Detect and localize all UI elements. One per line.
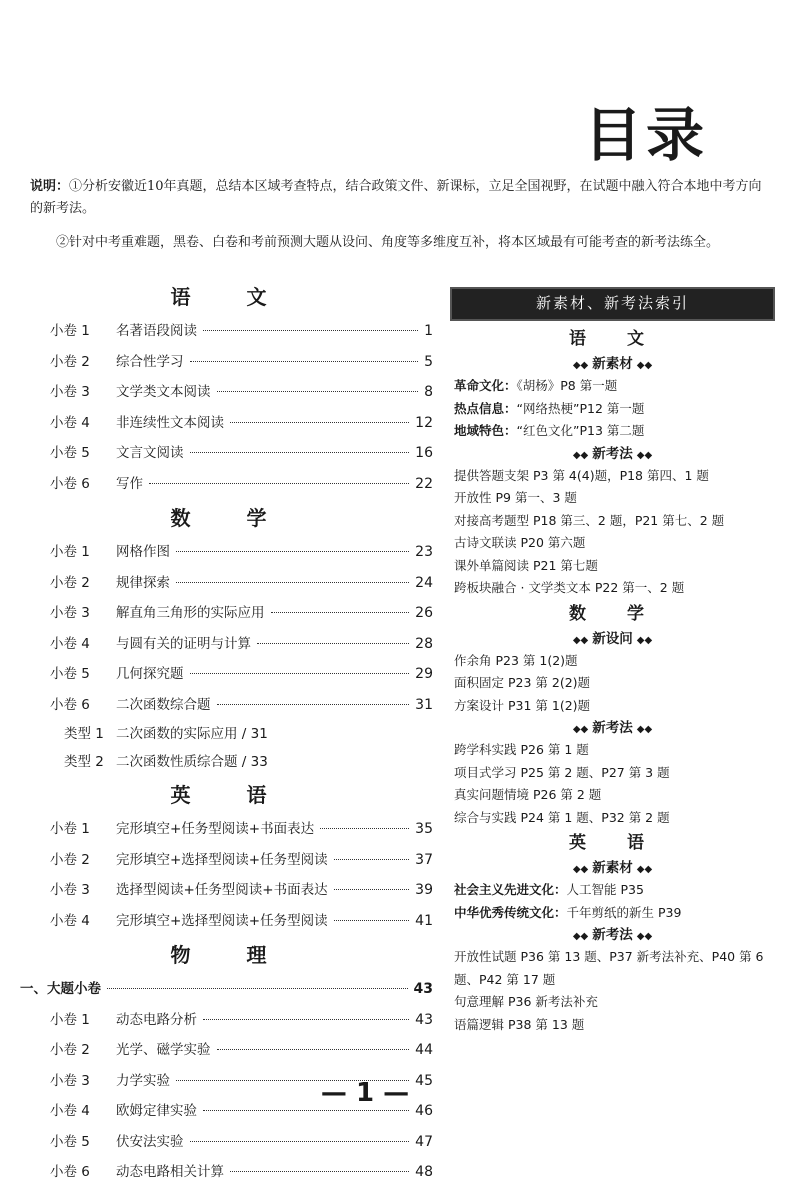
item-text: 开放性试题 P36 第 13 题、P37 新考法补充、P40 第 6 题、P42 第 17 题 — [454, 949, 764, 987]
entry-page: 43 — [413, 981, 433, 997]
entry-page: 26 — [415, 605, 433, 621]
item-text: 跨学科实践 P26 第 1 题 — [454, 742, 589, 757]
entry-name: 欧姆定律实验 — [116, 1103, 197, 1119]
diamond-icon: ◆◆ — [572, 724, 589, 735]
index-item[interactable] — [450, 784, 775, 807]
entry-name: 完形填空+选择型阅读+任务型阅读 — [116, 912, 328, 929]
entry-name: 选择型阅读+任务型阅读+书面表达 — [116, 882, 328, 898]
toc-entry[interactable] — [20, 1157, 435, 1188]
subject-heading: 数 学 — [170, 506, 285, 530]
toc-entry[interactable] — [20, 845, 435, 876]
item-topic: 社会主义先进文化： — [454, 882, 567, 897]
toc-entry[interactable] — [20, 347, 435, 378]
subject-heading: 英 语 — [170, 783, 285, 807]
toc-entry[interactable] — [20, 748, 435, 776]
entry-name: 伏安法实验 — [116, 1133, 184, 1150]
toc-section — [20, 940, 435, 1188]
entry-page: 24 — [415, 574, 433, 591]
category-label: 新考法 — [592, 927, 633, 943]
dot-leader — [334, 859, 410, 860]
item-topic: 中华优秀传统文化： — [454, 904, 567, 920]
entry-page: 16 — [415, 445, 433, 461]
dot-leader — [257, 643, 409, 644]
index-item[interactable] — [450, 487, 775, 510]
diamond-icon: ◆◆ — [572, 931, 589, 942]
entry-name: 解直角三角形的实际应用 — [116, 605, 265, 621]
item-text: 跨板块融合 · 文学类文本 P22 第一、2 题 — [454, 580, 685, 595]
entry-name: 二次函数性质综合题 / 33 — [116, 754, 268, 770]
entry-code: 小卷 2 — [50, 574, 90, 591]
toc-entry[interactable] — [20, 1005, 435, 1036]
dot-leader — [203, 1110, 409, 1111]
toc-entry[interactable] — [20, 690, 435, 721]
note-text-1: ①分析安徽近10年真题，总结本区域考查特点，结合政策文件、新课标，立足全国视野，在试题中融入符合本地中考方向的新考法。 — [30, 179, 762, 216]
index-item[interactable] — [450, 807, 775, 830]
index-subject-heading: 数 学 — [569, 603, 656, 624]
item-topic: 革命文化： — [454, 378, 517, 393]
table-of-contents — [20, 282, 435, 1188]
dot-leader — [107, 988, 408, 989]
toc-section — [20, 503, 435, 776]
index-item[interactable] — [450, 465, 775, 488]
dot-leader — [190, 361, 419, 362]
diamond-icon: ◆◆ — [636, 634, 653, 646]
index-item[interactable] — [450, 762, 775, 785]
dot-leader — [190, 673, 410, 674]
item-text: 句意理解 P36 新考法补充 — [454, 994, 598, 1009]
new-material-index — [450, 287, 775, 1036]
diamond-icon: ◆◆ — [572, 634, 589, 646]
entry-name: 与圆有关的证明与计算 — [116, 635, 251, 652]
index-item[interactable] — [450, 510, 775, 533]
diamond-icon: ◆◆ — [636, 360, 653, 371]
index-category — [450, 717, 775, 739]
entry-page: 28 — [415, 635, 433, 652]
entry-code: 小卷 5 — [50, 445, 90, 461]
entry-page: 29 — [415, 666, 433, 682]
item-text: 课外单篇阅读 P21 第七题 — [454, 557, 598, 573]
item-text: 千年剪纸的新生 P39 — [566, 904, 682, 920]
dot-leader — [320, 828, 409, 829]
toc-entry[interactable] — [20, 814, 435, 845]
index-category — [450, 353, 775, 375]
item-text: 古诗文联读 P20 第六题 — [454, 535, 586, 550]
dot-leader — [217, 391, 419, 392]
category-label: 新素材 — [592, 860, 633, 876]
entry-page: 44 — [415, 1042, 433, 1058]
dot-leader — [190, 1141, 410, 1142]
entry-page: 23 — [415, 544, 433, 560]
dot-leader — [334, 920, 410, 921]
page-title: 目录 — [583, 101, 708, 169]
dot-leader — [217, 704, 410, 705]
dot-leader — [176, 582, 409, 583]
item-text: 方案设计 P31 第 1(2)题 — [454, 697, 591, 713]
category-label: 新素材 — [592, 356, 633, 372]
index-item[interactable] — [450, 1014, 775, 1037]
entry-code: 小卷 6 — [50, 1164, 90, 1180]
entry-code: 小卷 1 — [50, 1011, 90, 1028]
item-text: 《胡杨》P8 第一题 — [516, 378, 618, 393]
entry-name: 非连续性文本阅读 — [116, 414, 224, 431]
entry-page: 8 — [424, 384, 433, 400]
toc-entry[interactable] — [20, 875, 435, 906]
index-item[interactable] — [450, 532, 775, 555]
toc-entry[interactable] — [20, 629, 435, 660]
entry-name: 光学、磁学实验 — [116, 1042, 211, 1058]
entry-code: 小卷 1 — [50, 544, 90, 560]
item-text: 提供答题支架 P3 第 4(4)题，P18 第四、1 题 — [454, 467, 709, 483]
index-item[interactable] — [450, 991, 775, 1014]
index-category — [450, 924, 775, 946]
diamond-icon: ◆◆ — [572, 360, 589, 371]
diamond-icon: ◆◆ — [636, 864, 653, 875]
entry-name: 规律探索 — [116, 574, 170, 591]
dot-leader — [334, 889, 410, 890]
entry-name: 动态电路相关计算 — [116, 1164, 224, 1180]
entry-name: 综合性学习 — [116, 353, 184, 370]
dot-leader — [149, 483, 409, 484]
index-item[interactable] — [450, 902, 775, 925]
toc-entry[interactable] — [20, 537, 435, 568]
entry-code: 小卷 3 — [50, 1072, 90, 1089]
entry-page: 48 — [415, 1164, 433, 1180]
toc-entry[interactable] — [20, 720, 435, 748]
entry-page: 12 — [415, 414, 433, 431]
entry-code: 小卷 6 — [50, 696, 90, 713]
index-item[interactable] — [450, 650, 775, 673]
entry-code: 小卷 5 — [50, 1133, 90, 1150]
category-label: 新设问 — [592, 630, 633, 647]
dot-leader — [203, 1019, 409, 1020]
toc-section — [20, 282, 435, 499]
entry-code: 小卷 2 — [50, 353, 90, 370]
item-text: 综合与实践 P24 第 1 题、P32 第 2 题 — [454, 809, 670, 825]
entry-code: 小卷 6 — [50, 475, 90, 492]
entry-page: 43 — [415, 1011, 433, 1028]
entry-code: 小卷 4 — [50, 912, 90, 929]
entry-code: 小卷 1 — [50, 323, 90, 339]
index-subject-heading: 英 语 — [569, 833, 656, 853]
entry-code: 小卷 2 — [50, 851, 90, 868]
toc-entry[interactable] — [20, 408, 435, 439]
dot-leader — [176, 551, 409, 552]
toc-entry[interactable] — [20, 377, 435, 408]
item-topic: 热点信息： — [454, 400, 517, 416]
category-label: 新考法 — [592, 445, 633, 462]
index-category — [450, 857, 775, 879]
index-category — [450, 628, 775, 650]
entry-page: 22 — [415, 475, 433, 492]
toc-entry[interactable] — [20, 974, 435, 1005]
entry-name: 网格作图 — [116, 544, 170, 560]
entry-name: 几何探究题 — [116, 666, 184, 682]
index-item[interactable] — [450, 420, 775, 443]
toc-section — [20, 780, 435, 936]
dot-leader — [190, 452, 410, 453]
index-item[interactable] — [450, 375, 775, 398]
item-text: 面积固定 P23 第 2(2)题 — [454, 675, 591, 690]
toc-entry[interactable] — [20, 438, 435, 469]
diamond-icon: ◆◆ — [636, 449, 653, 461]
index-item[interactable] — [450, 672, 775, 695]
entry-page: 41 — [415, 912, 433, 929]
toc-entry[interactable] — [20, 1035, 435, 1066]
item-text: 人工智能 P35 — [566, 882, 644, 897]
entry-name: 名著语段阅读 — [116, 323, 197, 339]
entry-code: 小卷 2 — [50, 1042, 90, 1058]
entry-page: 5 — [424, 353, 433, 370]
entry-code: 小卷 3 — [50, 882, 90, 898]
item-text: 对接高考题型 P18 第三、2 题，P21 第七、2 题 — [454, 512, 725, 528]
toc-entry[interactable] — [20, 598, 435, 629]
index-category — [450, 443, 775, 465]
subject-heading: 语 文 — [170, 285, 285, 309]
entry-name: 力学实验 — [116, 1072, 170, 1089]
toc-entry[interactable] — [20, 1127, 435, 1158]
entry-page: 35 — [415, 821, 433, 837]
entry-code: 类型 2 — [64, 754, 104, 770]
entry-name: 二次函数的实际应用 / 31 — [116, 726, 268, 742]
index-banner: 新素材、新考法索引 — [450, 287, 775, 321]
index-item[interactable] — [450, 739, 775, 762]
dot-leader — [230, 422, 409, 423]
entry-code: 小卷 4 — [50, 414, 90, 431]
item-text: 项目式学习 P25 第 2 题、P27 第 3 题 — [454, 764, 670, 780]
index-subject-heading: 语 文 — [569, 329, 656, 349]
diamond-icon: ◆◆ — [636, 724, 653, 735]
note-paragraph-2 — [30, 232, 772, 254]
item-text: 开放性 P9 第一、3 题 — [454, 490, 577, 505]
entry-page: 45 — [415, 1072, 433, 1089]
entry-code: 小卷 3 — [50, 605, 90, 621]
dot-leader — [230, 1171, 409, 1172]
entry-name: 写作 — [116, 475, 143, 492]
entry-code: 小卷 1 — [50, 821, 90, 837]
entry-code: 小卷 5 — [50, 666, 90, 682]
entry-name: 文言文阅读 — [116, 445, 184, 461]
toc-entry[interactable] — [20, 568, 435, 599]
entry-code: 小卷 4 — [50, 635, 90, 652]
entry-page: 39 — [415, 882, 433, 898]
diamond-icon: ◆◆ — [636, 931, 653, 942]
index-item[interactable] — [450, 695, 775, 718]
entry-page: 47 — [415, 1133, 433, 1150]
entry-name: 完形填空+任务型阅读+书面表达 — [116, 821, 315, 837]
entry-name: 文学类文本阅读 — [116, 384, 211, 400]
entry-code: 小卷 3 — [50, 384, 90, 400]
index-item[interactable] — [450, 577, 775, 600]
item-text: 语篇逻辑 P38 第 13 题 — [454, 1016, 585, 1032]
dot-leader — [271, 612, 410, 613]
toc-entry[interactable] — [20, 659, 435, 690]
entry-name: 完形填空+选择型阅读+任务型阅读 — [116, 851, 328, 868]
item-text: 作余角 P23 第 1(2)题 — [454, 652, 578, 668]
diamond-icon: ◆◆ — [572, 449, 589, 461]
toc-entry[interactable] — [20, 469, 435, 500]
entry-page: 1 — [424, 323, 433, 339]
entry-code: 类型 1 — [64, 726, 104, 742]
item-topic: 地域特色： — [454, 423, 517, 438]
dot-leader — [203, 330, 418, 331]
index-item[interactable] — [450, 879, 775, 902]
note-text-2: ②针对中考重难题，黑卷、白卷和考前预测大题从设问、角度等多维度互补，将本区域最有可能考查的新考法练全。 — [56, 235, 720, 250]
note-label: 说明： — [30, 179, 70, 194]
entry-name: 动态电路分析 — [116, 1011, 197, 1028]
entry-code: 一、大题小卷 — [20, 981, 101, 997]
entry-name: 二次函数综合题 — [116, 696, 211, 713]
entry-page: 31 — [415, 696, 433, 713]
item-text: “网络热梗”P12 第一题 — [516, 400, 645, 416]
index-item[interactable] — [450, 555, 775, 578]
entry-page: 46 — [415, 1103, 433, 1119]
toc-entry[interactable] — [20, 316, 435, 347]
diamond-icon: ◆◆ — [572, 864, 589, 875]
item-text: “红色文化”P13 第二题 — [516, 423, 645, 438]
item-text: 真实问题情境 P26 第 2 题 — [454, 787, 602, 802]
index-item[interactable] — [450, 398, 775, 421]
dot-leader — [217, 1049, 410, 1050]
entry-code: 小卷 4 — [50, 1103, 90, 1119]
category-label: 新考法 — [592, 720, 633, 736]
note-paragraph-1 — [30, 176, 772, 220]
page-number: — 1 — — [320, 1078, 410, 1108]
index-item[interactable] — [450, 946, 775, 991]
entry-page: 37 — [415, 851, 433, 868]
subject-heading: 物 理 — [170, 943, 285, 967]
toc-entry[interactable] — [20, 906, 435, 937]
